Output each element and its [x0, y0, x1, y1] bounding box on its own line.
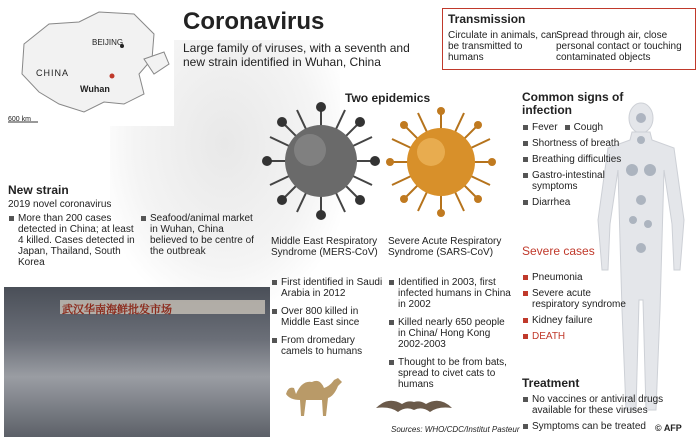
sign-cough: Cough — [564, 122, 603, 133]
treatment-heading: Treatment — [522, 376, 580, 390]
sign-item: Breathing difficulties — [522, 154, 622, 165]
mers-name: Middle East Respiratory Syndrome (MERS-CoV) — [271, 236, 378, 258]
map-scale-label: 600 km — [8, 116, 31, 123]
severe-item: Severe acute respiratory syndrome — [522, 288, 626, 310]
map-capital-label: BEIJING — [92, 38, 124, 47]
market-sign-text: 武汉华南海鲜批发市场 — [62, 304, 172, 316]
severe-heading: Severe cases — [522, 244, 595, 258]
sars-name: Severe Acute Respiratory Syndrome (SARS-CoV) — [388, 236, 502, 258]
source-market-text: Seafood/animal market in Wuhan, China believed to be centre of the outbreak — [140, 213, 255, 257]
bat-image — [374, 394, 454, 416]
mers-fact: Over 800 killed in Middle East since — [271, 306, 386, 328]
sign-item: Diarrhea — [522, 197, 622, 208]
sars-fact: Thought to be from bats, spread to civet cats to humans — [388, 357, 513, 390]
severe-item: Kidney failure — [522, 315, 626, 326]
signs-list — [522, 122, 622, 213]
sign-fever: Fever — [522, 122, 558, 133]
mers-virus-image — [262, 102, 380, 220]
sign-item: Shortness of breath — [522, 138, 622, 149]
epidemics-heading: Two epidemics — [345, 91, 431, 105]
map-country-label: CHINA — [36, 68, 70, 78]
transmission-air: Spread through air, close personal contact or touching contaminated objects — [556, 30, 682, 63]
treatment-list — [522, 394, 672, 437]
transmission-animals: Circulate in animals, can be transmitted to humans — [448, 30, 557, 63]
cases-text: More than 200 cases detected in China; at least 4 killed. Cases detected in Japan, Thailand, South Korea — [8, 213, 140, 268]
severe-list — [522, 272, 626, 347]
sars-virus-image — [385, 106, 497, 218]
credit-text: AFP — [663, 423, 682, 433]
page-subtitle: Large family of viruses, with a seventh and new strain identified in Wuhan, China — [183, 41, 410, 69]
treatment-item: No vaccines or antiviral drugs available for these viruses — [522, 394, 672, 416]
transmission-heading: Transmission — [448, 12, 526, 26]
signs-heading: Common signs of infection — [522, 90, 624, 117]
china-map — [4, 4, 174, 126]
severe-item: Pneumonia — [522, 272, 626, 283]
page-title: Coronavirus — [183, 8, 325, 35]
sars-fact: Killed nearly 650 people in China/ Hong Kong 2002-2003 — [388, 317, 513, 350]
new-strain-cases — [8, 213, 140, 275]
sars-facts — [388, 277, 513, 397]
mers-fact: From dromedary camels to humans — [271, 335, 386, 357]
severe-death: DEATH — [522, 331, 626, 342]
map-city-label: Wuhan — [80, 84, 110, 94]
treatment-item: Symptoms can be treated — [522, 421, 672, 432]
mers-facts — [271, 277, 386, 364]
new-strain-heading: New strain — [8, 183, 69, 197]
new-strain-subheading: 2019 novel coronavirus — [8, 199, 112, 210]
mers-fact: First identified in Saudi Arabia in 2012 — [271, 277, 386, 299]
afp-logo: © AFP — [655, 423, 682, 433]
sign-item: Gastro-intestinal symptoms — [522, 170, 622, 192]
new-strain-source — [140, 213, 255, 264]
sars-fact: Identified in 2003, first infected humans in China in 2002 — [388, 277, 513, 310]
sources-note: Sources: WHO/CDC/Institut Pasteur — [391, 425, 520, 434]
camel-image — [278, 372, 348, 418]
